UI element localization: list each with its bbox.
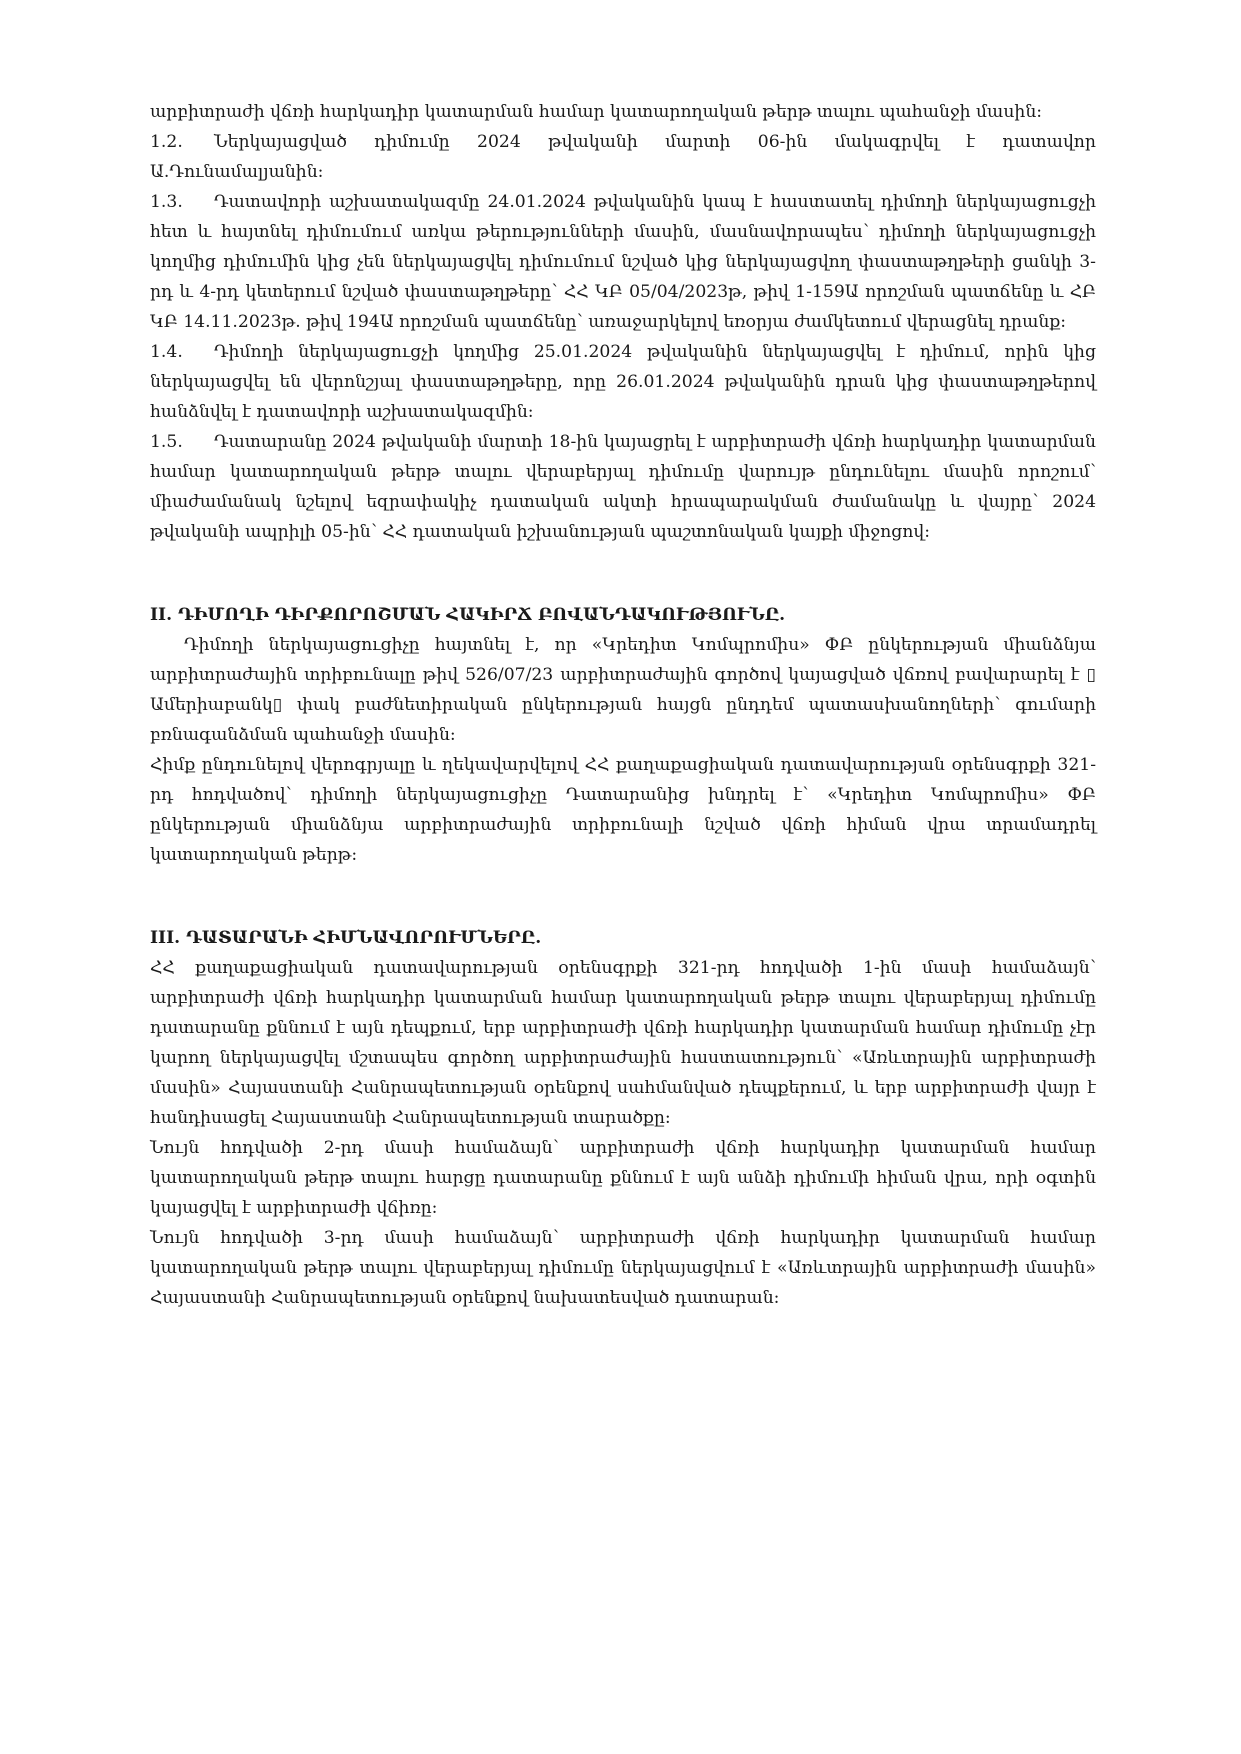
section-2-paragraph-1: Դիմողի ներկայացուցիչը հայտնել է, որ «Կրեդիտ Կոմպրոմիս» ՓԲ ընկերության միանձնյա արբիտրաժային տրիբունալը թիվ 526/07/23 արբիտրաժային գործով կայացված վճռով բավարարել է ▯ Ամերիաբանկ▯ փակ բաժնետիրական ընկերության հայցն ընդդեմ պատասխանողների՝ գումարի բռնագանձման պահանջի մասին: [150,635,1096,745]
paragraph-1-4 [150,337,1096,427]
paragraph-1-1-tail: արբիտրաժի վճռի հարկադիր կատարման համար կատարողական թերթ տալու պահանջի մասին: [150,102,1043,122]
spacer [150,547,1096,600]
item-text: Ներկայացված դիմումը 2024 թվականի մարտի 06-ին մակագրվել է դատավոր Ա.Դունամալյանին: [150,132,1096,182]
paragraph-1-2 [150,127,1096,187]
item-number: 1.5. [150,432,183,452]
section-3-paragraph-2: Նույն հոդվածի 2-րդ մասի համաձայն՝ արբիտրաժի վճռի հարկադիր կատարման համար կատարողական թերթ տալու հարցը դատարանը քննում է այն անձի դիմումի հիման վրա, որի օգտին կայացվել է արբիտրաժի վճիռը: [150,1138,1096,1218]
section-3-paragraph-1: ՀՀ քաղաքացիական դատավարության օրենսգրքի 321-րդ հոդվածի 1-ին մասի համաձայն՝ արբիտրաժի վճռի հարկադիր կատարման համար կատարողական թերթ տալու վերաբերյալ դիմումը դատարանը քննում է այն դեպքում, երբ արբիտրաժի վճռի հարկադիր կատարման համար դիմումը չէր կարող ներկայացվել մշտապես գործող արբիտրաժային հաստատություն՝ «Առևտրային արբիտրաժի մասին» Հայաստանի Հանրապետության օրենքով սահմանված դեպքերում, և երբ արբիտրաժի վայր է հանդիսացել Հայաստանի Հանրապետության տարածքը: [150,958,1096,1128]
section-3-paragraph-3: Նույն հոդվածի 3-րդ մասի համաձայն՝ արբիտրաժի վճռի հարկադիր կատարման համար կատարողական թերթ տալու վերաբերյալ դիմումը ներկայացվում է «Առևտրային արբիտրաժի մասին» Հայաստանի Հանրապետության օրենքով նախատեսված դատարան: [150,1228,1096,1308]
item-text: Դատարանը 2024 թվականի մարտի 18-ին կայացրել է արբիտրաժի վճռի հարկադիր կատարման համար կատարողական թերթ տալու վերաբերյալ դիմումը վարույթ ընդունելու մասին որոշում՝ միաժամանակ նշելով եզրափակիչ դատական ակտի հրապարակման ժամանակը և վայրը՝ 2024 թվականի ապրիլի 05-ին՝ ՀՀ դատական իշխանության պաշտոնական կայքի միջոցով: [150,432,1096,542]
item-number: 1.2. [150,132,183,152]
section-2-paragraph-2: Հիմք ընդունելով վերոգրյալը և ղեկավարվելով ՀՀ քաղաքացիական դատավարության օրենսգրքի 321-րդ հոդվածով՝ դիմողի ներկայացուցիչը Դատարանից խնդրել է՝ «Կրեդիտ Կոմպրոմիս» ՓԲ ընկերության միանձնյա արբիտրաժային տրիբունալի նշված վճռի հիման վրա տրամադրել կատարողական թերթ: [150,755,1096,865]
item-text: Դատավորի աշխատակազմը 24.01.2024 թվականին կապ է հաստատել դիմողի ներկայացուցչի հետ և հայտնել դիմումում առկա թերությունների մասին, մասնավորապես՝ դիմողի ներկայացուցչի կողմից դիմումին կից չեն ներկայացվել դիմումում նշված կից ներկայացվող փաստաթղթերի ցանկի 3-րդ և 4-րդ կետերում նշված փաստաթղթերը՝ ՀՀ ԿԲ 05/04/2023թ, թիվ 1-159Ա որոշման պատճենը և ՀԲ ԿԲ 14.11.2023թ. թիվ 194Ա որոշման պատճենը՝ առաջարկելով եռօրյա ժամկետում վերացնել դրանք: [150,192,1096,332]
item-number: 1.3. [150,192,183,212]
paragraph-1-5 [150,427,1096,547]
item-text: Դիմողի ներկայացուցչի կողմից 25.01.2024 թվականին ներկայացվել է դիմում, որին կից ներկայացվել են վերոնշյալ փաստաթղթերը, որը 26.01.2024 թվականին դրան կից փաստաթղթերով հանձնվել է դատավորի աշխատակազմին: [150,342,1096,422]
spacer [150,870,1096,923]
item-number: 1.4. [150,342,183,362]
document-page [150,97,1096,1313]
paragraph-1-3 [150,187,1096,337]
section-3-heading: III. ԴԱՏԱՐԱՆԻ ՀԻՄՆԱՎՈՐՈՒՄՆԵՐԸ. [150,928,542,948]
section-2-heading: II. ԴԻՄՈՂԻ ԴԻՐՔՈՐՈՇՄԱՆ ՀԱԿԻՐՃ ԲՈՎԱՆԴԱԿՈՒԹՅՈՒՆԸ. [150,605,786,625]
